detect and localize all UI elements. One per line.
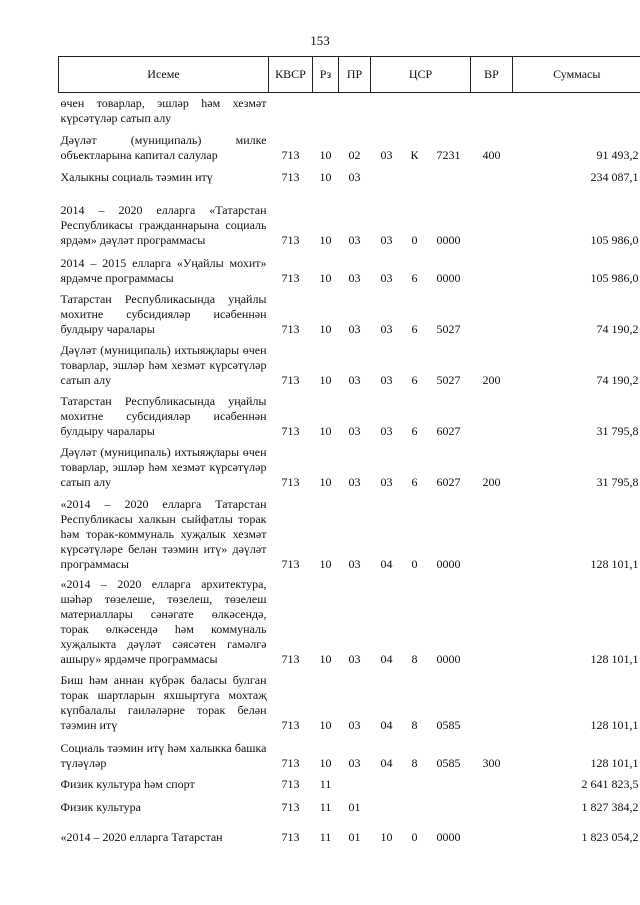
col-header-csr: ЦСР: [371, 57, 471, 93]
table-cell-vr: 200: [482, 474, 501, 489]
table-cell-amount: 74 190,2: [596, 372, 639, 387]
table-cell-amount: 128 101,1: [590, 651, 639, 666]
table-cell-kvsr: 713: [281, 423, 300, 438]
table-cell-name: «2014 – 2020 елларга Татарстан: [60, 829, 223, 844]
table-cell-amount: 128 101,1: [590, 717, 639, 732]
table-cell-csr-program: 03: [380, 423, 393, 438]
table-cell-csr-subprogram: 8: [411, 717, 418, 732]
table-cell-csr-code: 6027: [436, 474, 461, 489]
table-cell-name: Физик культура: [60, 799, 141, 814]
table-cell-vr: 400: [482, 147, 501, 162]
table-row: [59, 795, 640, 818]
table-cell-csr-subprogram: 6: [411, 321, 418, 336]
table-cell-pr: 03: [348, 232, 361, 247]
table-cell-csr-subprogram: [403, 774, 427, 795]
table-cell-pr: 03: [348, 717, 361, 732]
table-cell-rz: 10: [319, 755, 332, 770]
table-cell-pr: [339, 93, 371, 129]
table-cell-csr-code: 0585: [436, 717, 461, 732]
table-cell-kvsr: 713: [281, 755, 300, 770]
table-cell-pr: 03: [348, 169, 361, 184]
table-cell-pr: 01: [348, 799, 361, 814]
table-cell-csr-subprogram: 6: [411, 423, 418, 438]
table-cell-csr-subprogram: 0: [411, 829, 418, 844]
table-cell-rz: 11: [319, 776, 332, 791]
table-cell-csr-code: [427, 93, 471, 129]
table-cell-name: Дәүләт (муниципаль) милке объектларына капитал салулар: [60, 132, 267, 162]
table-cell-kvsr: 713: [281, 232, 300, 247]
table-cell-csr-subprogram: 0: [411, 556, 418, 571]
table-cell-csr-code: [427, 774, 471, 795]
table-row: [59, 774, 640, 795]
table-cell-kvsr: 713: [281, 717, 300, 732]
col-header-vr: ВР: [471, 57, 513, 93]
page-number: 153: [310, 33, 330, 48]
table-cell-rz: 11: [319, 829, 332, 844]
table-cell-pr: 03: [348, 372, 361, 387]
table-cell-csr-program: [371, 166, 403, 188]
table-cell-csr-program: [371, 93, 403, 129]
table-cell-vr: [471, 166, 513, 188]
table-cell-rz: 10: [319, 321, 332, 336]
table-cell-csr-code: 0000: [436, 232, 461, 247]
table-cell-name: «2014 – 2020 елларга Татарстан Республикасы халкын сыйфатлы торак һәм торак-коммуналь хуҗалык хезмәт күрсәтүләре белән тәэмин итү» дәүләт программасы: [60, 496, 267, 571]
table-cell-name: 2014 – 2020 елларга «Татарстан Республикасы гражданнарына социаль ярдәм» дәүләт программасы: [60, 202, 267, 247]
table-cell-csr-program: 03: [380, 147, 393, 162]
table-cell-csr-subprogram: [403, 93, 427, 129]
col-header-pr: ПР: [339, 57, 371, 93]
table-cell-rz: 10: [319, 147, 332, 162]
table-cell-amount: 31 795,8: [596, 474, 639, 489]
table-cell-name: Физик культура һәм спорт: [60, 776, 195, 791]
table-cell-vr: [471, 391, 513, 442]
table-row: [59, 340, 640, 391]
table-cell-kvsr: 713: [281, 372, 300, 387]
table-cell-rz: [313, 93, 339, 129]
table-cell-vr: 300: [482, 755, 501, 770]
table-cell-amount: 31 795,8: [596, 423, 639, 438]
table-cell-pr: 03: [348, 474, 361, 489]
table-cell-csr-program: 03: [380, 474, 393, 489]
table-row: [59, 493, 640, 575]
table-cell-pr: 03: [348, 556, 361, 571]
table-cell-kvsr: 713: [281, 829, 300, 844]
table-cell-amount: 128 101,1: [590, 556, 639, 571]
table-cell-pr: 03: [348, 651, 361, 666]
table-cell-csr-program: 04: [380, 556, 393, 571]
table-cell-pr: 03: [348, 321, 361, 336]
col-header-kvsr: КВСР: [269, 57, 313, 93]
table-cell-csr-code: 7231: [436, 147, 461, 162]
table-cell-vr: [471, 93, 513, 129]
table-cell-amount: 234 087,1: [590, 169, 639, 184]
table-cell-kvsr: 713: [281, 799, 300, 814]
table-cell-csr-program: 03: [380, 321, 393, 336]
table-cell-rz: 10: [319, 717, 332, 732]
table-cell-csr-code: 0000: [436, 556, 461, 571]
table-cell-kvsr: 713: [281, 270, 300, 285]
table-cell-name: Татарстан Республикасында уңайлы мохитне субсидияләр исәбеннән булдыру чаралары: [60, 393, 267, 438]
table-cell-amount: 91 493,2: [596, 147, 639, 162]
table-cell-vr: 200: [482, 372, 501, 387]
table-cell-vr: [471, 818, 513, 848]
table-row: [59, 129, 640, 166]
table-cell-name: Дәүләт (муниципаль) ихтыяҗлары өчен товарлар, эшләр һәм хезмәт күрсәтүләр сатып алу: [60, 444, 267, 489]
table-cell-csr-code: 0000: [436, 270, 461, 285]
table-cell-csr-program: 04: [380, 651, 393, 666]
table-cell-name: «2014 – 2020 елларга архитектура, шәһәр төзелеше, төзелеш, төзелеш материаллары сәнәгате өлкәсендә, торак өлкәсендә һәм коммуналь хуҗалыкта дәүләт сәясәтен гамәлгә ашыру» ярдәмче программасы: [60, 576, 267, 666]
table-row: [59, 251, 640, 289]
table-row: [59, 166, 640, 188]
table-cell-csr-code: 0000: [436, 651, 461, 666]
table-header-row: [59, 57, 640, 93]
table-cell-csr-code: 6027: [436, 423, 461, 438]
table-cell-csr-subprogram: [403, 166, 427, 188]
table-row: [59, 188, 640, 251]
table-cell-kvsr: 713: [281, 651, 300, 666]
table-cell-pr: 03: [348, 270, 361, 285]
table-cell-vr: [471, 575, 513, 670]
table-cell-vr: [471, 670, 513, 736]
table-cell-amount: 1 827 384,2: [581, 799, 639, 814]
table-cell-rz: 10: [319, 423, 332, 438]
table-cell-amount: [513, 93, 640, 129]
table-cell-amount: 128 101,1: [590, 755, 639, 770]
table-cell-amount: 2 641 823,5: [581, 776, 639, 791]
table-cell-name: өчен товарлар, эшләр һәм хезмәт күрсәтүләр сатып алу: [60, 95, 267, 125]
table-cell-csr-subprogram: 8: [411, 651, 418, 666]
table-cell-csr-program: 04: [380, 717, 393, 732]
table-row: [59, 93, 640, 129]
table-cell-csr-code: [427, 795, 471, 818]
table-cell-rz: 10: [319, 556, 332, 571]
table-cell-kvsr: 713: [281, 474, 300, 489]
table-cell-rz: 10: [319, 474, 332, 489]
table-cell-name: Дәүләт (муниципаль) ихтыяҗлары өчен товарлар, эшләр һәм хезмәт күрсәтүләр сатып алу: [60, 342, 267, 387]
table-cell-vr: [471, 493, 513, 575]
table-cell-amount: 1 823 054,2: [581, 829, 639, 844]
table-cell-csr-subprogram: [403, 795, 427, 818]
table-cell-kvsr: [269, 93, 313, 129]
table-cell-rz: 10: [319, 651, 332, 666]
table-cell-csr-program: 03: [380, 372, 393, 387]
table-cell-csr-program: [371, 774, 403, 795]
table-cell-csr-program: [371, 795, 403, 818]
table-cell-vr: [471, 774, 513, 795]
table-cell-csr-code: 0585: [436, 755, 461, 770]
table-cell-name: Татарстан Республикасында уңайлы мохитне субсидияләр исәбеннән булдыру чаралары: [60, 291, 267, 336]
table-cell-kvsr: 713: [281, 321, 300, 336]
table-cell-kvsr: 713: [281, 169, 300, 184]
table-cell-name: Халыкны социаль тәэмин итү: [60, 169, 213, 184]
table-cell-csr-code: 5027: [436, 321, 461, 336]
table-row: [59, 818, 640, 848]
table-cell-rz: 10: [319, 372, 332, 387]
table-cell-csr-code: 0000: [436, 829, 461, 844]
table-cell-amount: 74 190,2: [596, 321, 639, 336]
table-cell-vr: [471, 188, 513, 251]
table-cell-name: Биш һәм аннан күбрәк баласы булган торак шартларын яхшыртуга мохтаҗ күпбалалы гаиләләрне торак белән тәэмин итү: [60, 672, 267, 732]
table-cell-csr-subprogram: 6: [411, 372, 418, 387]
table-row: [59, 391, 640, 442]
table-cell-pr: 02: [348, 147, 361, 162]
table-cell-pr: [339, 774, 371, 795]
table-cell-rz: 10: [319, 270, 332, 285]
table-cell-csr-subprogram: 8: [411, 755, 418, 770]
table-row: [59, 442, 640, 493]
table-cell-pr: 03: [348, 755, 361, 770]
table-cell-name: Социаль тәэмин итү һәм халыкка башка түләүләр: [60, 740, 267, 770]
table-row: [59, 289, 640, 340]
table-cell-csr-program: 03: [380, 232, 393, 247]
table-cell-amount: 105 986,0: [590, 270, 639, 285]
table-cell-kvsr: 713: [281, 776, 300, 791]
col-header-name: Исеме: [59, 57, 269, 93]
table-cell-csr-program: 03: [380, 270, 393, 285]
budget-table: [58, 56, 640, 848]
table-cell-vr: [471, 795, 513, 818]
table-cell-vr: [471, 289, 513, 340]
table-cell-pr: 01: [348, 829, 361, 844]
table-cell-rz: 10: [319, 232, 332, 247]
table-row: [59, 670, 640, 736]
table-body: [59, 93, 640, 848]
table-cell-csr-subprogram: 6: [411, 474, 418, 489]
table-row: [59, 736, 640, 774]
table-cell-csr-subprogram: 0: [411, 232, 418, 247]
table-cell-kvsr: 713: [281, 147, 300, 162]
table-cell-csr-program: 10: [380, 829, 393, 844]
table-row: [59, 575, 640, 670]
table-cell-name: 2014 – 2015 елларга «Уңайлы мохит» ярдәмче программасы: [60, 255, 267, 285]
table-cell-csr-code: [427, 166, 471, 188]
col-header-rz: Рз: [313, 57, 339, 93]
table-cell-rz: 11: [319, 799, 332, 814]
col-header-amount: Суммасы: [513, 57, 640, 93]
table-cell-rz: 10: [319, 169, 332, 184]
table-cell-csr-program: 04: [380, 755, 393, 770]
table-cell-kvsr: 713: [281, 556, 300, 571]
table-cell-amount: 105 986,0: [590, 232, 639, 247]
table-cell-csr-subprogram: К: [410, 147, 419, 162]
table-cell-csr-subprogram: 6: [411, 270, 418, 285]
table-cell-csr-code: 5027: [436, 372, 461, 387]
table-cell-pr: 03: [348, 423, 361, 438]
table-cell-vr: [471, 251, 513, 289]
